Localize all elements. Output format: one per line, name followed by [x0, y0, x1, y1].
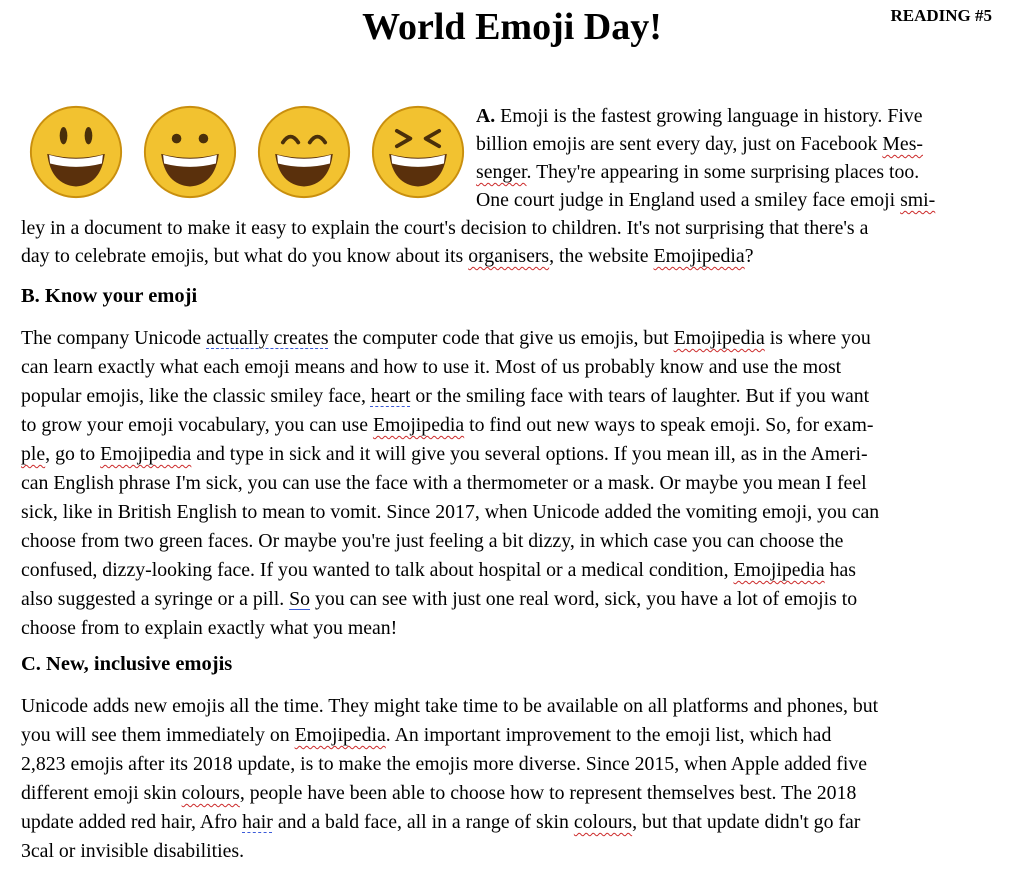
grinning-face-icon: [28, 104, 124, 200]
text: The company Unicode: [21, 327, 207, 349]
beaming-face-icon: [256, 104, 352, 200]
section-a-line-3: [476, 160, 919, 184]
section-b-line: choose from two green faces. Or maybe you're just feeling a bit dizzy, in which case you can choose the: [21, 530, 844, 552]
section-a-line-5: [21, 216, 868, 240]
text: you will see them immediately on: [21, 724, 295, 746]
spell-flag: Mes-: [882, 133, 923, 155]
section-b-line: can English phrase I'm sick, you can use the face with a thermometer or a mask. Or maybe you mean I feel: [21, 472, 867, 494]
text: to find out new ways to speak emoji. So, for exam-: [464, 414, 874, 436]
section-b-line: [21, 413, 873, 437]
section-c-line: [21, 781, 856, 805]
text: you can see with just one real word, sick, you have a lot of emojis to: [310, 588, 858, 610]
section-b-line: [21, 326, 871, 350]
grammar-flag: heart: [370, 385, 411, 407]
section-b-line: [21, 558, 856, 582]
spell-flag: ple: [21, 443, 46, 465]
section-c-heading: C. New, inclusive emojis: [21, 653, 233, 675]
text: in a document to make it easy to explain the court's decision to children. It's not surprising that there's a: [45, 217, 869, 239]
section-c-line: [21, 810, 860, 834]
text: the computer code that give us emojis, but: [328, 327, 674, 349]
section-c-line: 3cal or invisible disabilities.: [21, 840, 245, 862]
text: , go to: [45, 443, 101, 465]
text: day to celebrate emojis, but what do you know about its: [21, 245, 469, 267]
text: ley: [21, 217, 46, 239]
spell-flag: Emojipedia: [653, 245, 745, 267]
section-c-line: [21, 723, 831, 747]
section-b-line: sick, like in British English to mean to vomit. Since 2017, when Unicode added the vomiting emoji, you can: [21, 501, 880, 523]
text: ?: [744, 245, 754, 267]
section-c-line: 2,823 emojis after its 2018 update, is to make the emojis more diverse. Since 2015, when Apple added five: [21, 753, 868, 775]
section-b-heading: B. Know your emoji: [21, 285, 198, 307]
spell-flag: Emojipedia: [673, 327, 765, 349]
section-a-line-1: [476, 104, 922, 128]
spell-flag: smi-: [900, 189, 936, 211]
text: is where you: [764, 327, 871, 349]
section-a-label: A.: [476, 105, 496, 127]
section-b-line: [21, 587, 857, 611]
text: . An important improvement to the emoji list, which had: [385, 724, 832, 746]
section-c-line: Unicode adds new emojis all the time. They might take time to be available on all platforms and phones, but: [21, 695, 879, 717]
section-b-line: can learn exactly what each emoji means and how to use it. Most of us probably know and use the most: [21, 356, 842, 378]
text: billion emojis are sent every day, just on Facebook: [476, 133, 883, 155]
text: also suggested a syringe or a pill.: [21, 588, 290, 610]
text: or the smiling face with tears of laughter. But if you want: [410, 385, 870, 407]
text: to grow your emoji vocabulary, you can use: [21, 414, 373, 436]
grammar-flag: hair: [242, 811, 273, 833]
text: confused, dizzy-looking face. If you wanted to talk about hospital or a medical condition,: [21, 559, 734, 581]
text: One court judge in England used a smiley face emoji: [476, 189, 901, 211]
section-a-line-6: [21, 244, 754, 268]
smiling-face-icon: [142, 104, 238, 200]
spell-flag: Emojipedia: [733, 559, 825, 581]
spell-flag: Emojipedia: [372, 414, 465, 436]
section-b-line: [21, 384, 869, 408]
spell-flag: colours: [181, 782, 240, 804]
text: popular emojis, like the classic smiley face,: [21, 385, 371, 407]
page-title: World Emoji Day!: [362, 6, 662, 48]
spell-flag: organisers: [468, 245, 550, 267]
grammar-flag: actually creates: [206, 327, 329, 349]
grammar-flag: So: [289, 588, 310, 610]
text: , the website: [549, 245, 654, 267]
section-b-line: choose from to explain exactly what you mean!: [21, 617, 398, 639]
section-a-line-2: [476, 132, 923, 156]
text: Emoji is the fastest growing language in history. Five: [495, 105, 923, 127]
text: and type in sick and it will give you several options. If you mean ill, as in the Ameri-: [191, 443, 868, 465]
squinting-face-icon: [370, 104, 466, 200]
spell-flag: colours: [573, 811, 633, 833]
reading-number: READING #5: [890, 6, 992, 25]
section-a-line-4: [476, 188, 935, 212]
emoji-row: [28, 104, 466, 200]
text: and a bald face, all in a range of skin: [272, 811, 574, 833]
text: . They're appearing in some surprising places too.: [526, 161, 920, 183]
text: , people have been able to choose how to represent themselves best. The 2018: [239, 782, 857, 804]
text: , but that update didn't go far: [632, 811, 861, 833]
text: different emoji skin: [21, 782, 182, 804]
text: has: [824, 559, 856, 581]
text: update added red hair, Afro: [21, 811, 243, 833]
spell-flag: Emojipedia: [100, 443, 192, 465]
section-b-line: [21, 442, 868, 466]
spell-flag: senger: [476, 161, 527, 183]
spell-flag: Emojipedia: [294, 724, 386, 746]
